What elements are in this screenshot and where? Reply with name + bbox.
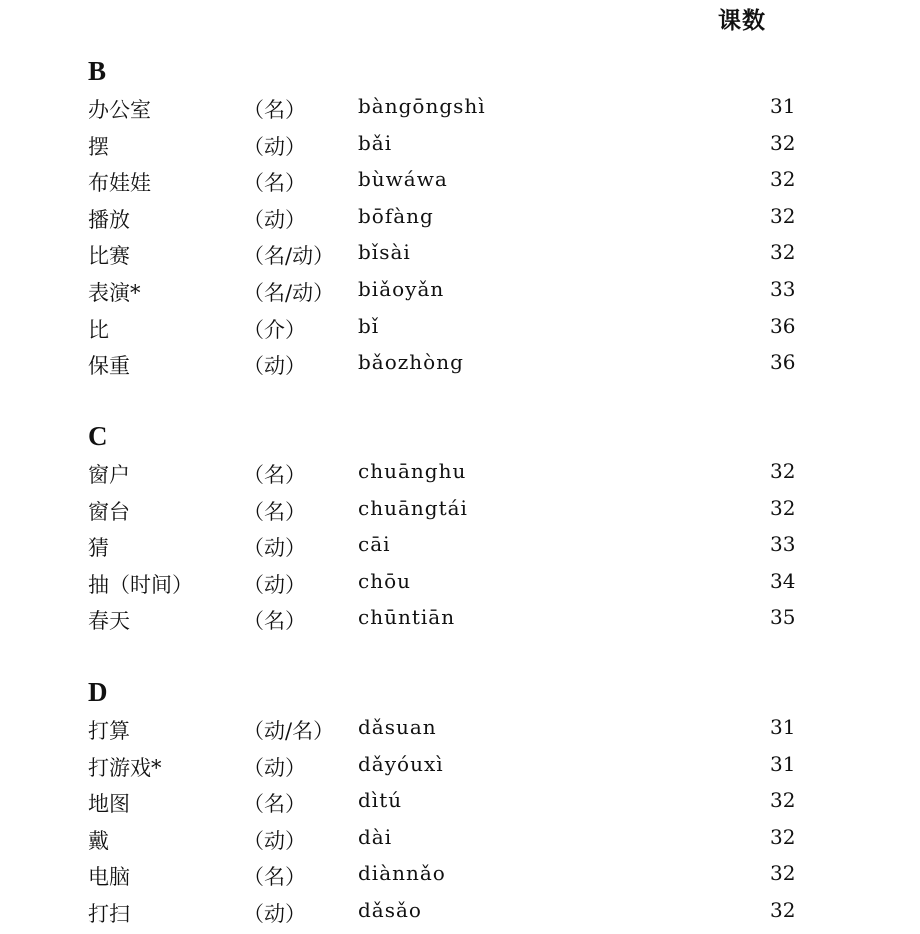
pinyin: dǎyóuxì (358, 751, 444, 776)
vocab-row (0, 825, 920, 861)
lesson-number: 32 (770, 240, 796, 265)
vocab-row (0, 94, 920, 130)
part-of-speech: （动） (243, 828, 306, 853)
vocab-row (0, 752, 920, 788)
part-of-speech: （动） (243, 354, 306, 379)
vocab-word: 戴 (88, 828, 109, 853)
vocab-word: 摆 (88, 134, 109, 159)
vocab-word: 布娃娃 (88, 171, 151, 196)
pinyin: dài (358, 824, 393, 849)
part-of-speech: （动） (243, 134, 306, 159)
lesson-column-header: 课数 (718, 8, 766, 34)
vocab-word: 电脑 (88, 865, 130, 890)
vocab-row (0, 532, 920, 568)
lesson-number: 35 (770, 605, 796, 630)
vocab-word: 办公室 (88, 98, 151, 122)
vocab-row (0, 861, 920, 897)
pinyin: cāi (358, 532, 391, 557)
vocab-word: 窗户 (88, 463, 130, 487)
lesson-number: 31 (770, 94, 796, 118)
part-of-speech: （介） (243, 317, 306, 342)
vocab-row (0, 277, 920, 313)
vocab-row (0, 167, 920, 203)
pinyin: chuāngtái (358, 495, 468, 520)
vocab-word: 窗台 (88, 499, 130, 524)
vocab-row (0, 131, 920, 167)
vocab-row (0, 314, 920, 350)
lesson-number: 33 (770, 277, 796, 301)
lesson-number: 31 (770, 751, 796, 776)
pinyin: bǎozhòng (358, 350, 464, 375)
vocab-row (0, 569, 920, 605)
vocab-word: 抽（时间） (88, 572, 193, 597)
part-of-speech: （名） (243, 865, 306, 890)
pinyin: bōfàng (358, 203, 434, 228)
part-of-speech: （动） (243, 755, 306, 780)
lesson-number: 32 (770, 203, 796, 228)
lesson-number: 32 (770, 898, 796, 922)
part-of-speech: （动） (243, 536, 306, 561)
part-of-speech: （名） (243, 609, 306, 634)
lesson-number: 32 (770, 130, 796, 155)
lesson-number: 36 (770, 313, 796, 338)
section-letter-b: B (88, 56, 107, 86)
pinyin: bǐ (358, 313, 380, 338)
lesson-number: 36 (770, 350, 796, 375)
part-of-speech: （名） (243, 499, 306, 524)
part-of-speech: （动） (243, 902, 306, 926)
vocab-row (0, 898, 920, 934)
section-letter-c: C (88, 421, 108, 451)
vocab-row (0, 788, 920, 824)
vocab-word: 猜 (88, 536, 109, 561)
section-letter-d: D (88, 677, 108, 707)
pinyin: dìtú (358, 788, 403, 813)
vocab-word: 地图 (88, 792, 130, 817)
vocab-row (0, 240, 920, 276)
pinyin: diànnǎo (358, 861, 446, 886)
vocab-row (0, 204, 920, 240)
pinyin: bàngōngshì (358, 94, 486, 118)
lesson-number: 32 (770, 824, 796, 849)
part-of-speech: （名/动） (243, 281, 335, 305)
part-of-speech: （名） (243, 98, 306, 122)
part-of-speech: （名） (243, 792, 306, 817)
vocab-word: 播放 (88, 207, 130, 232)
vocab-row (0, 496, 920, 532)
vocab-word: 比 (88, 317, 109, 342)
part-of-speech: （动） (243, 207, 306, 232)
part-of-speech: （名/动） (243, 244, 335, 269)
pinyin: bǐsài (358, 240, 411, 265)
lesson-number: 34 (770, 568, 796, 593)
pinyin: chōu (358, 568, 412, 593)
vocab-word: 表演* (88, 281, 141, 305)
pinyin: chūntiān (358, 605, 456, 630)
lesson-number: 32 (770, 459, 796, 483)
vocab-row (0, 350, 920, 386)
vocab-row (0, 459, 920, 495)
vocab-row (0, 605, 920, 641)
vocab-row (0, 715, 920, 751)
pinyin: chuānghu (358, 459, 467, 483)
lesson-number: 32 (770, 788, 796, 813)
lesson-number: 32 (770, 495, 796, 520)
lesson-number: 31 (770, 715, 796, 739)
lesson-number: 32 (770, 861, 796, 886)
vocab-word: 打扫 (88, 902, 130, 926)
lesson-number: 33 (770, 532, 796, 557)
vocab-word: 比赛 (88, 244, 130, 269)
pinyin: dǎsǎo (358, 898, 422, 922)
part-of-speech: （动/名） (243, 719, 335, 743)
vocab-word: 打游戏* (88, 755, 162, 780)
vocab-word: 春天 (88, 609, 130, 634)
pinyin: bǎi (358, 130, 393, 155)
part-of-speech: （动） (243, 572, 306, 597)
part-of-speech: （名） (243, 171, 306, 196)
vocab-word: 保重 (88, 354, 130, 379)
pinyin: biǎoyǎn (358, 277, 445, 301)
pinyin: dǎsuan (358, 715, 437, 739)
part-of-speech: （名） (243, 463, 306, 487)
vocab-word: 打算 (88, 719, 130, 743)
pinyin: bùwáwa (358, 167, 448, 192)
lesson-number: 32 (770, 167, 796, 192)
